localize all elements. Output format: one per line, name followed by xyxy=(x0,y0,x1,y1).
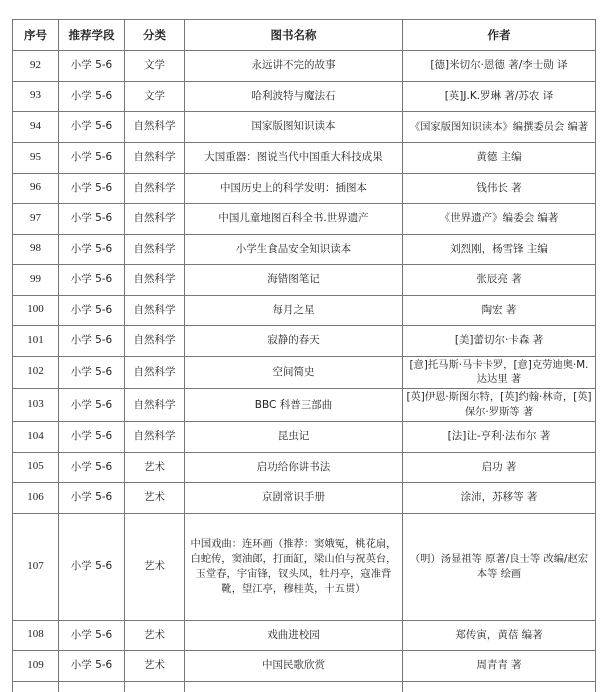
cell-title: 永远讲不完的故事 xyxy=(185,51,403,82)
cell-number: 98 xyxy=(13,234,59,265)
cell-grade: 小学 5-6 xyxy=(59,81,125,112)
cell-title: 中国历史上的科学发明：插图本 xyxy=(185,173,403,204)
cell-category: 自然科学 xyxy=(125,265,185,296)
cell-author: 钱伟长 著 xyxy=(403,173,596,204)
table-row xyxy=(13,81,596,112)
cell-title: 昆虫记 xyxy=(185,422,403,453)
cell-title: 大国重器：图说当代中国重大科技成果 xyxy=(185,143,403,174)
cell-category: 艺术 xyxy=(125,452,185,483)
cell-category: 自然科学 xyxy=(125,204,185,235)
cell-author: [英]伊恩·斯图尔特，[英]约翰·林奇，[英]保尔·罗斯等 著 xyxy=(403,389,596,422)
cell-author: 启功 著 xyxy=(403,452,596,483)
cell-grade: 小学 5-6 xyxy=(59,651,125,682)
cell-category: 文学 xyxy=(125,81,185,112)
cell-title: 每月之星 xyxy=(185,295,403,326)
cell-author: 郑传寅，黄蓓 编著 xyxy=(403,620,596,651)
cell-category: 自然科学 xyxy=(125,143,185,174)
table-row xyxy=(13,173,596,204)
cell-category: 艺术 xyxy=(125,483,185,514)
table-row xyxy=(13,51,596,82)
cell-author: [德]米切尔·恩德 著/李士勋 译 xyxy=(403,51,596,82)
table-row xyxy=(13,204,596,235)
cell-title: 京剧常识手册 xyxy=(185,483,403,514)
cell-number: 97 xyxy=(13,204,59,235)
table-row xyxy=(13,265,596,296)
cell-empty xyxy=(403,681,596,692)
cell-author: 《国家版图知识读本》编撰委员会 编著 xyxy=(403,112,596,143)
table-row-partial xyxy=(13,681,596,692)
cell-author: 《世界遗产》编委会 编著 xyxy=(403,204,596,235)
cell-category: 自然科学 xyxy=(125,389,185,422)
cell-grade: 小学 5-6 xyxy=(59,513,125,620)
cell-number: 107 xyxy=(13,513,59,620)
cell-title: 寂静的春天 xyxy=(185,326,403,357)
cell-author: [意]托马斯·马卡卡罗，[意]克劳迪奥·M.达达里 著 xyxy=(403,356,596,389)
table-row xyxy=(13,620,596,651)
header-number: 序号 xyxy=(13,20,59,51)
cell-grade: 小学 5-6 xyxy=(59,265,125,296)
book-list-table xyxy=(12,19,596,692)
table-row xyxy=(13,452,596,483)
cell-title: 中国戏曲：连环画（推荐：窦娥冤，桃花扇，白蛇传，窦油郎，打面缸，梁山伯与祝英台，玉堂春，宇宙锋，钗头凤，牡丹亭，寇准背靴，望江亭，穆桂英，十五贯） xyxy=(185,513,403,620)
header-grade: 推荐学段 xyxy=(59,20,125,51)
header-category: 分类 xyxy=(125,20,185,51)
table-row xyxy=(13,513,596,620)
cell-title: BBC 科普三部曲 xyxy=(185,389,403,422)
cell-empty xyxy=(59,681,125,692)
cell-empty xyxy=(13,681,59,692)
cell-grade: 小学 5-6 xyxy=(59,326,125,357)
cell-number: 96 xyxy=(13,173,59,204)
cell-category: 自然科学 xyxy=(125,326,185,357)
cell-author: 周青青 著 xyxy=(403,651,596,682)
cell-title: 戏曲进校园 xyxy=(185,620,403,651)
cell-category: 自然科学 xyxy=(125,295,185,326)
cell-category: 文学 xyxy=(125,51,185,82)
cell-category: 艺术 xyxy=(125,513,185,620)
cell-title: 中国民歌欣赏 xyxy=(185,651,403,682)
cell-grade: 小学 5-6 xyxy=(59,452,125,483)
cell-number: 101 xyxy=(13,326,59,357)
table-row xyxy=(13,112,596,143)
table-row xyxy=(13,422,596,453)
cell-number: 102 xyxy=(13,356,59,389)
table-row xyxy=(13,143,596,174)
cell-grade: 小学 5-6 xyxy=(59,143,125,174)
cell-number: 99 xyxy=(13,265,59,296)
cell-grade: 小学 5-6 xyxy=(59,173,125,204)
cell-category: 自然科学 xyxy=(125,356,185,389)
cell-number: 100 xyxy=(13,295,59,326)
cell-category: 自然科学 xyxy=(125,173,185,204)
cell-category: 艺术 xyxy=(125,620,185,651)
cell-category: 自然科学 xyxy=(125,234,185,265)
cell-title: 海错图笔记 xyxy=(185,265,403,296)
cell-author: 陶宏 著 xyxy=(403,295,596,326)
cell-category: 自然科学 xyxy=(125,112,185,143)
cell-title: 国家版图知识读本 xyxy=(185,112,403,143)
cell-author: [英]J.K.罗琳 著/苏农 译 xyxy=(403,81,596,112)
cell-grade: 小学 5-6 xyxy=(59,51,125,82)
table-row xyxy=(13,234,596,265)
cell-grade: 小学 5-6 xyxy=(59,389,125,422)
cell-grade: 小学 5-6 xyxy=(59,620,125,651)
cell-grade: 小学 5-6 xyxy=(59,295,125,326)
cell-number: 106 xyxy=(13,483,59,514)
cell-number: 105 xyxy=(13,452,59,483)
cell-number: 104 xyxy=(13,422,59,453)
cell-number: 95 xyxy=(13,143,59,174)
cell-grade: 小学 5-6 xyxy=(59,483,125,514)
cell-title: 启功给你讲书法 xyxy=(185,452,403,483)
cell-grade: 小学 5-6 xyxy=(59,234,125,265)
cell-author: [美]蕾切尔·卡森 著 xyxy=(403,326,596,357)
cell-author: 涂沛，苏移等 著 xyxy=(403,483,596,514)
cell-empty xyxy=(185,681,403,692)
table-row xyxy=(13,483,596,514)
table-row xyxy=(13,651,596,682)
cell-number: 94 xyxy=(13,112,59,143)
cell-number: 108 xyxy=(13,620,59,651)
cell-author: [法]让-亨利·法布尔 著 xyxy=(403,422,596,453)
cell-grade: 小学 5-6 xyxy=(59,204,125,235)
cell-author: 黄德 主编 xyxy=(403,143,596,174)
cell-grade: 小学 5-6 xyxy=(59,112,125,143)
cell-grade: 小学 5-6 xyxy=(59,422,125,453)
table-row xyxy=(13,295,596,326)
cell-number: 109 xyxy=(13,651,59,682)
cell-category: 艺术 xyxy=(125,651,185,682)
cell-author: 张辰亮 著 xyxy=(403,265,596,296)
cell-title: 小学生食品安全知识读本 xyxy=(185,234,403,265)
table-row xyxy=(13,356,596,389)
header-author: 作者 xyxy=(403,20,596,51)
cell-title: 哈利波特与魔法石 xyxy=(185,81,403,112)
cell-title: 空间简史 xyxy=(185,356,403,389)
cell-grade: 小学 5-6 xyxy=(59,356,125,389)
cell-empty xyxy=(125,681,185,692)
table-row xyxy=(13,326,596,357)
cell-author: （明）汤显祖等 原著/良士等 改编/赵宏本等 绘画 xyxy=(403,513,596,620)
header-title: 图书名称 xyxy=(185,20,403,51)
cell-number: 103 xyxy=(13,389,59,422)
cell-number: 92 xyxy=(13,51,59,82)
cell-author: 刘烈刚，杨雪锋 主编 xyxy=(403,234,596,265)
cell-title: 中国儿童地图百科全书.世界遗产 xyxy=(185,204,403,235)
cell-category: 自然科学 xyxy=(125,422,185,453)
table-row xyxy=(13,389,596,422)
cell-number: 93 xyxy=(13,81,59,112)
header-row xyxy=(13,20,596,51)
